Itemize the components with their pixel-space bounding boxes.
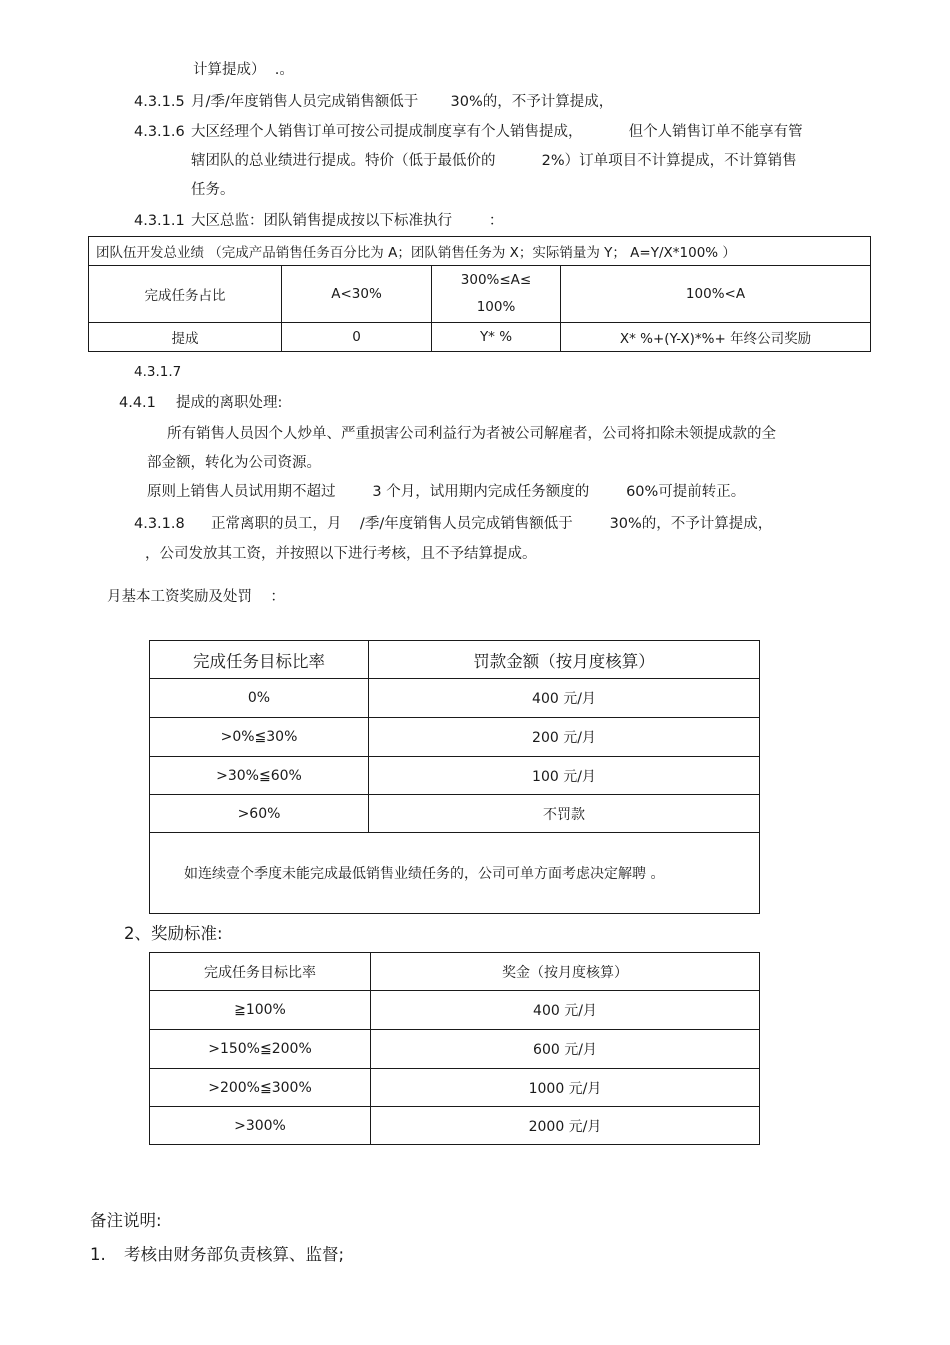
table-row bbox=[150, 795, 760, 833]
penalty-amount: 400 元/月 bbox=[369, 679, 760, 718]
paragraph-resign-line2: 部金额，转化为公司资源。 bbox=[147, 455, 321, 471]
team-table-row2-c3: X* %+(Y-X)*%+ 年终公司奖励 bbox=[561, 323, 871, 352]
table-row bbox=[150, 757, 760, 795]
penalty-col-rate: 完成任务目标比率 bbox=[150, 641, 369, 679]
penalty-amount: 200 元/月 bbox=[369, 718, 760, 757]
section-text-4316-line3: 任务。 bbox=[191, 182, 235, 198]
table-row bbox=[150, 1107, 760, 1145]
reward-amount: 1000 元/月 bbox=[371, 1069, 760, 1107]
section-text-4316-line2: 辖团队的总业绩进行提成。特价（低于最低价的 2%）订单项目不计算提成，不计算销售 bbox=[191, 153, 797, 169]
penalty-note: 如连续壹个季度未能完成最低销售业绩任务的，公司可单方面考虑决定解聘 。 bbox=[150, 833, 760, 914]
penalty-table bbox=[149, 640, 760, 914]
remark-1-text: 考核由财务部负责核算、监督; bbox=[124, 1245, 345, 1264]
team-table-row1-c2 bbox=[432, 266, 561, 323]
penalty-rate: >0%≦30% bbox=[150, 718, 369, 757]
paragraph-resign-line1: 所有销售人员因个人炒单、严重损害公司利益行为者被公司解雇者，公司将扣除未领提成款的全 bbox=[167, 426, 776, 442]
team-table-row1-label: 完成任务占比 bbox=[89, 266, 282, 323]
reward-col-amount: 奖金（按月度核算） bbox=[371, 953, 760, 991]
section-number-441: 4.4.1 bbox=[119, 395, 156, 411]
reward-rate: >300% bbox=[150, 1107, 371, 1145]
reward-amount: 600 元/月 bbox=[371, 1030, 760, 1069]
reward-amount: 2000 元/月 bbox=[371, 1107, 760, 1145]
reward-rate: >150%≦200% bbox=[150, 1030, 371, 1069]
team-table-row1-c2-line1: 300%≤A≤ bbox=[460, 272, 532, 288]
monthly-salary-title: 月基本工资奖励及处罚 ： bbox=[107, 589, 285, 605]
table-row bbox=[150, 1069, 760, 1107]
text-line-top: 计算提成） .。 bbox=[193, 62, 294, 78]
team-commission-table bbox=[88, 236, 871, 352]
team-table-row1-c3: 100%<A bbox=[561, 266, 871, 323]
reward-standard-title: 2、奖励标准: bbox=[124, 924, 223, 943]
team-table-row2-c2: Y* % bbox=[432, 323, 561, 352]
reward-rate: ≧100% bbox=[150, 991, 371, 1030]
remark-1-number: 1. bbox=[90, 1245, 106, 1264]
paragraph-probation: 原则上销售人员试用期不超过 3 个月，试用期内完成任务额度的 60%可提前转正。 bbox=[147, 484, 746, 500]
section-number-4317: 4.3.1.7 bbox=[134, 364, 182, 380]
penalty-rate: >60% bbox=[150, 795, 369, 833]
reward-table bbox=[149, 952, 760, 1145]
section-text-441: 提成的离职处理: bbox=[176, 395, 283, 411]
section-number-4311: 4.3.1.1 bbox=[134, 213, 185, 229]
reward-col-rate: 完成任务目标比率 bbox=[150, 953, 371, 991]
table-row bbox=[150, 718, 760, 757]
team-table-row1-c1: A<30% bbox=[282, 266, 432, 323]
penalty-amount: 100 元/月 bbox=[369, 757, 760, 795]
section-text-4318: 正常离职的员工，月 /季/年度销售人员完成销售额低于 30%的，不予计算提成， bbox=[211, 516, 773, 532]
penalty-col-amount: 罚款金额（按月度核算） bbox=[369, 641, 760, 679]
team-table-header: 团队伍开发总业绩 （完成产品销售任务百分比为 A；团队销售任务为 X；实际销量为 Y； A=Y/X*100% ） bbox=[89, 237, 871, 266]
table-row bbox=[150, 1030, 760, 1069]
remarks-title: 备注说明: bbox=[90, 1211, 162, 1230]
section-number-4315: 4.3.1.5 bbox=[134, 94, 185, 110]
table-row bbox=[150, 991, 760, 1030]
table-row bbox=[150, 679, 760, 718]
penalty-rate: >30%≦60% bbox=[150, 757, 369, 795]
penalty-amount: 不罚款 bbox=[369, 795, 760, 833]
section-text-4318-line2: ，公司发放其工资，并按照以下进行考核，且不予结算提成。 bbox=[145, 546, 537, 562]
section-text-4315: 月/季/年度销售人员完成销售额低于 30%的，不予计算提成， bbox=[191, 94, 614, 110]
team-table-row2-label: 提成 bbox=[89, 323, 282, 352]
section-number-4316: 4.3.1.6 bbox=[134, 124, 185, 140]
section-number-4318: 4.3.1.8 bbox=[134, 516, 185, 532]
section-text-4311: 大区总监：团队销售提成按以下标准执行 ： bbox=[191, 213, 504, 229]
section-text-4316: 大区经理个人销售订单可按公司提成制度享有个人销售提成， 但个人销售订单不能享有管 bbox=[191, 124, 803, 140]
reward-amount: 400 元/月 bbox=[371, 991, 760, 1030]
reward-rate: >200%≦300% bbox=[150, 1069, 371, 1107]
penalty-rate: 0% bbox=[150, 679, 369, 718]
team-table-row1-c2-line2: 100% bbox=[476, 299, 516, 315]
team-table-row2-c1: 0 bbox=[282, 323, 432, 352]
